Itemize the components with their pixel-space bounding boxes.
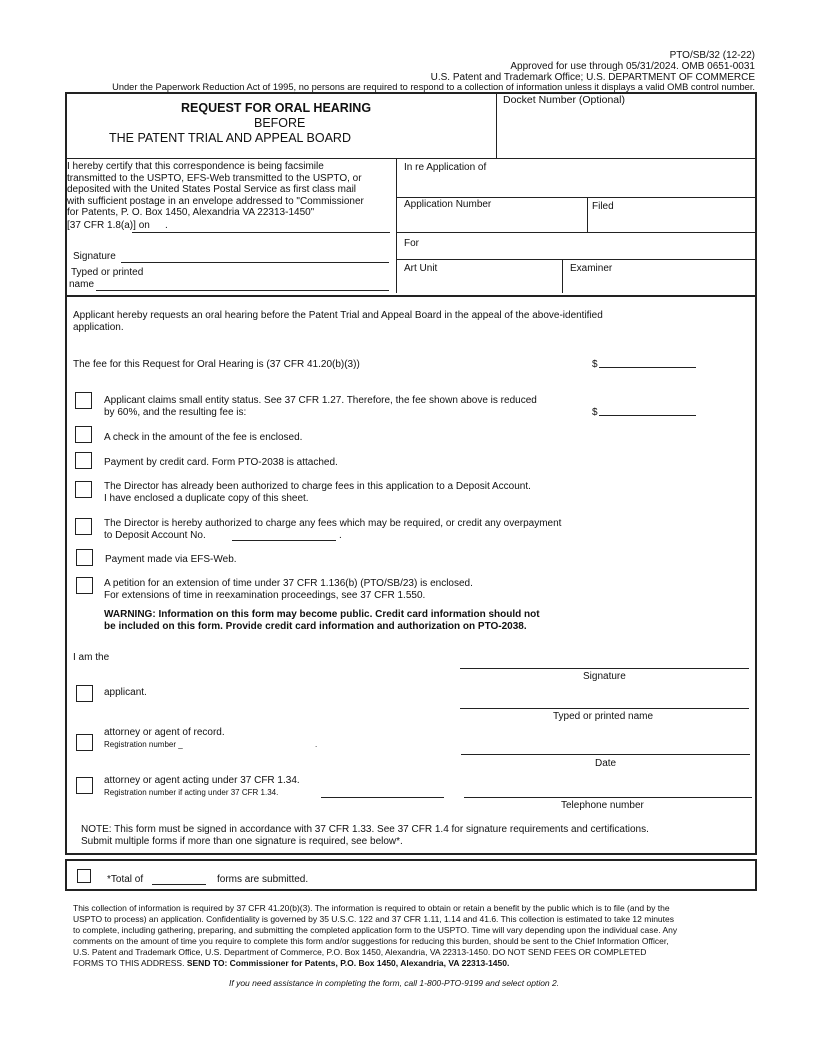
- small-entity-text: by 60%, and the resulting fee is:: [104, 407, 247, 418]
- assistance-text: If you need assistance in completing the form, call 1-800-PTO-9199 and select option 2.: [229, 978, 560, 988]
- office-text: U.S. Patent and Trademark Office; U.S. DEPARTMENT OF COMMERCE: [430, 72, 755, 83]
- small-entity-text: Applicant claims small entity status. See 37 CFR 1.27. Therefore, the fee shown above is reduced: [104, 395, 537, 406]
- total-suffix: forms are submitted.: [217, 874, 309, 885]
- request-text: application.: [73, 322, 124, 333]
- credit-card-checkbox[interactable]: [75, 452, 92, 469]
- registration-134-label: Registration number if acting under 37 CFR 1.34.: [104, 788, 279, 797]
- dollar-sign: $: [592, 359, 598, 370]
- form-id: PTO/SB/32 (12-22): [669, 50, 755, 61]
- filed-label: Filed: [592, 201, 614, 212]
- note-text: NOTE: This form must be signed in accordance with 37 CFR 1.33. See 37 CFR 1.4 for signature requirements and certifications.: [81, 824, 649, 835]
- signature-label: Signature: [73, 251, 116, 262]
- cfr-dot: .: [165, 220, 168, 231]
- cfr-on-label: [37 CFR 1.8(a)] on: [67, 220, 150, 231]
- fee-text: The fee for this Request for Oral Hearing is (37 CFR 41.20(b)(3)): [73, 359, 360, 370]
- note-text: Submit multiple forms if more than one signature is required, see below*.: [81, 836, 403, 847]
- warning-text: be included on this form. Provide credit card information and authorization on PTO-2038.: [104, 621, 527, 632]
- reduced-fee-field[interactable]: [599, 415, 696, 416]
- divider: [587, 198, 588, 233]
- attorney-134-text: attorney or agent acting under 37 CFR 1.34.: [104, 775, 300, 786]
- docket-label: Docket Number (Optional): [503, 94, 625, 106]
- certify-line: deposited with the United States Postal Service as first class mail: [67, 184, 357, 195]
- burden-line: USPTO to process) an application. Confidentiality is governed by 35 U.S.C. 122 and 37 CFR 1.11, 1.14 and 41.6. This collection is estimated to take 12 minutes: [73, 914, 674, 924]
- burden-line: to complete, including gathering, preparing, and submitting the completed application form to the USPTO. Time will vary depending upon the individual case. Any: [73, 925, 678, 935]
- art-unit-label: Art Unit: [404, 263, 438, 274]
- certify-date-field[interactable]: [132, 232, 390, 233]
- check-enclosed-checkbox[interactable]: [75, 426, 92, 443]
- certify-line: with sufficient postage in an envelope addressed to "Commissioner: [67, 195, 364, 207]
- paperwork-notice: Under the Paperwork Reduction Act of 1995, no persons are required to respond to a collection of information unless it displays a valid OMB control number.: [112, 82, 755, 92]
- certify-name-field[interactable]: [96, 290, 389, 291]
- date-caption: Date: [595, 758, 617, 769]
- deposit-account-checkbox[interactable]: [75, 518, 92, 535]
- burden-line: This collection of information is required by 37 CFR 41.20(b)(3). The information is required to obtain or retain a benefit by the public which is to file (and by the: [73, 903, 670, 913]
- burden-text: FORMS TO THIS ADDRESS.: [73, 958, 187, 968]
- telephone-caption: Telephone number: [561, 800, 644, 811]
- warning-text: WARNING: Information on this form may become public. Credit card information should not: [104, 609, 540, 620]
- dollar-sign: $: [592, 407, 598, 418]
- registration-label: Registration number _: [104, 740, 183, 749]
- i-am-label: I am the: [73, 652, 110, 663]
- divider: [396, 159, 397, 293]
- typed-name-field[interactable]: [460, 708, 749, 709]
- director-authorized-text: I have enclosed a duplicate copy of this sheet.: [104, 493, 309, 504]
- signature-field[interactable]: [460, 668, 749, 669]
- divider: [397, 232, 755, 233]
- director-authorized-text: The Director has already been authorized to charge fees in this application to a Deposit Account.: [104, 481, 531, 492]
- certify-line: transmitted to the USPTO, EFS-Web transmitted to the USPTO, or: [67, 172, 362, 184]
- petition-text: For extensions of time in reexamination proceedings, see 37 CFR 1.550.: [104, 590, 426, 601]
- petition-text: A petition for an extension of time under 37 CFR 1.136(b) (PTO/SB/23) is enclosed.: [104, 578, 473, 589]
- efs-web-text: Payment made via EFS-Web.: [105, 554, 237, 565]
- efs-web-checkbox[interactable]: [76, 549, 93, 566]
- typed-label: Typed or printed: [71, 267, 144, 278]
- total-prefix: *Total of: [107, 874, 144, 885]
- small-entity-checkbox[interactable]: [75, 392, 92, 409]
- for-label: For: [404, 238, 419, 249]
- typed-label: name: [69, 279, 95, 290]
- signature-caption: Signature: [583, 671, 626, 682]
- burden-line: comments on the amount of time you require to complete this form and/or suggestions for reducing this burden, should be sent to the Chief Information Officer,: [73, 936, 669, 946]
- divider: [496, 93, 497, 159]
- certify-line: for Patents, P. O. Box 1450, Alexandria VA 22313-1450": [67, 207, 315, 218]
- in-re-label: In re Application of: [404, 162, 487, 173]
- credit-card-text: Payment by credit card. Form PTO-2038 is attached.: [104, 457, 338, 468]
- attorney-record-checkbox[interactable]: [76, 734, 93, 751]
- applicant-text: applicant.: [104, 687, 147, 698]
- deposit-account-text: The Director is hereby authorized to charge any fees which may be required, or credit any overpayment: [104, 518, 562, 529]
- title-line-2: BEFORE: [254, 116, 306, 130]
- request-text: Applicant hereby requests an oral hearing before the Patent Trial and Appeal Board in the appeal of the above-identified: [73, 310, 603, 321]
- deposit-dot: .: [339, 530, 342, 541]
- fee-amount-field[interactable]: [599, 367, 696, 368]
- deposit-account-text: to Deposit Account No.: [104, 530, 206, 541]
- certify-signature-field[interactable]: [121, 262, 389, 263]
- main-box: [65, 295, 757, 855]
- registration-134-field[interactable]: [321, 797, 444, 798]
- send-to-address: SEND TO: Commissioner for Patents, P.O. Box 1450, Alexandria, VA 22313-1450.: [186, 958, 510, 968]
- date-field[interactable]: [461, 754, 750, 755]
- divider: [397, 197, 755, 198]
- attorney-record-text: attorney or agent of record.: [104, 727, 225, 738]
- divider: [66, 158, 755, 159]
- telephone-field[interactable]: [464, 797, 752, 798]
- certify-text: [67, 161, 364, 219]
- divider: [562, 260, 563, 293]
- attorney-134-checkbox[interactable]: [76, 777, 93, 794]
- approval-text: Approved for use through 05/31/2024. OMB 0651-0031: [510, 61, 755, 72]
- certify-line: I hereby certify that this correspondence is being facsimile: [67, 161, 324, 172]
- check-enclosed-text: A check in the amount of the fee is enclosed.: [104, 432, 303, 443]
- typed-name-caption: Typed or printed name: [553, 711, 654, 722]
- title-line-1: REQUEST FOR ORAL HEARING: [181, 101, 372, 115]
- deposit-account-field[interactable]: [232, 540, 336, 541]
- total-forms-field[interactable]: [152, 884, 206, 885]
- title-line-3: THE PATENT TRIAL AND APPEAL BOARD: [109, 131, 351, 145]
- burden-line: [73, 958, 753, 969]
- app-number-label: Application Number: [404, 199, 492, 210]
- director-authorized-checkbox[interactable]: [75, 481, 92, 498]
- registration-dot: .: [315, 740, 318, 749]
- petition-checkbox[interactable]: [76, 577, 93, 594]
- divider: [397, 259, 755, 260]
- total-box: [65, 859, 757, 891]
- burden-statement: [73, 903, 753, 969]
- examiner-label: Examiner: [570, 263, 613, 274]
- multiple-forms-checkbox[interactable]: [77, 869, 91, 883]
- applicant-checkbox[interactable]: [76, 685, 93, 702]
- burden-line: U.S. Patent and Trademark Office, U.S. Department of Commerce, P.O. Box 1450, Alexandria, VA 22313-1450. DO NOT SEND FEES OR COMPLETED: [73, 947, 647, 957]
